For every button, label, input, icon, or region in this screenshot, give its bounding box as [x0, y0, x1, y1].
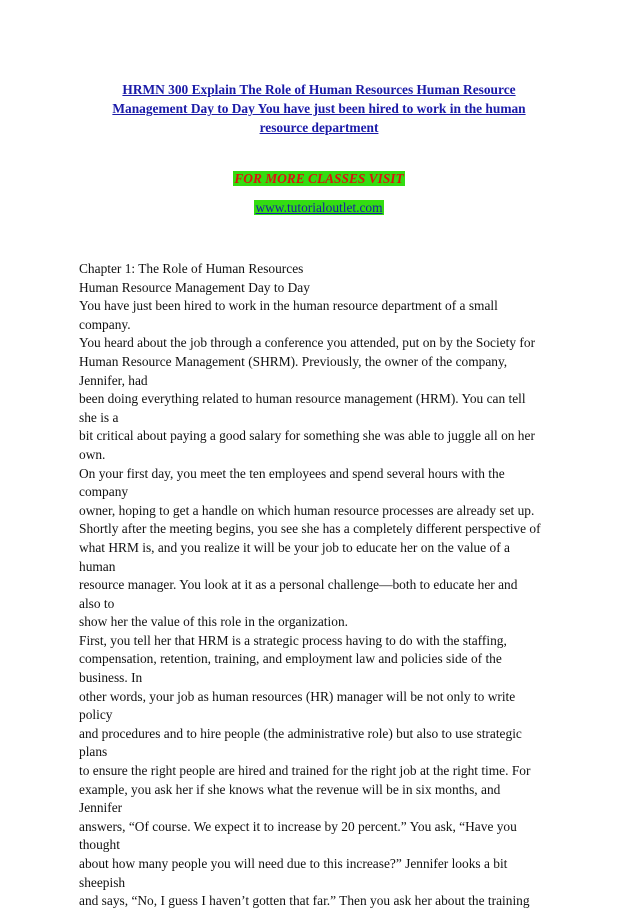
body-line: owner, hoping to get a handle on which human resource processes are already set up. [79, 502, 535, 518]
body-line: resource manager. You look at it as a personal challenge—both to educate her and [79, 577, 518, 593]
body-line: policy [79, 707, 113, 723]
promo-text: FOR MORE CLASSES VISIT [234, 171, 404, 186]
body-line: other words, your job as human resources (HR) manager will be not only to write [79, 688, 516, 704]
body-line: You heard about the job through a conference you attended, put on by the Society for [79, 335, 536, 351]
body-line: You have just been hired to work in the human resource department of a small [79, 298, 498, 314]
body-text [79, 260, 579, 911]
promo-url-row [0, 199, 638, 216]
body-line: answers, “Of course. We expect it to increase by 20 percent.” You ask, “Have you [79, 818, 517, 834]
body-line: what HRM is, and you realize it will be your job to educate her on the value of a [79, 539, 510, 555]
body-line: Human Resource Management Day to Day [79, 279, 310, 295]
body-line: to ensure the right people are hired and trained for the right job at the right time. For [79, 763, 531, 779]
promo-text-row [0, 170, 638, 187]
body-line: also to [79, 595, 115, 611]
body-line: and procedures and to hire people (the administrative role) but also to use strategic [79, 725, 522, 741]
title-line-1: HRMN 300 Explain The Role of Human Resources Human Resource [122, 82, 516, 97]
body-line: been doing everything related to human resource management (HRM). You can tell [79, 391, 526, 407]
promo-url-link[interactable]: www.tutorialoutlet.com [255, 200, 383, 215]
body-line: business. In [79, 670, 143, 686]
body-line: human [79, 558, 116, 574]
body-line: she is a [79, 409, 119, 425]
body-line: thought [79, 837, 120, 853]
promo-block [0, 170, 638, 216]
body-line: example, you ask her if she knows what the revenue will be in six months, and [79, 781, 501, 797]
body-line: company [79, 484, 129, 500]
title-line-2: Management Day to Day You have just been hired to work in the human [112, 101, 526, 116]
body-line: compensation, retention, training, and employment law and policies side of the [79, 651, 502, 667]
body-line: First, you tell her that HRM is a strategic process having to do with the staffing, [79, 632, 507, 648]
body-line: plans [79, 744, 108, 760]
body-line: and says, “No, I guess I haven’t gotten that far.” Then you ask her about the training [79, 893, 530, 909]
body-line: about how many people you will need due to this increase?” Jennifer looks a bit [79, 856, 508, 871]
body-line: company. [79, 316, 131, 332]
body-line: On your first day, you meet the ten employees and spend several hours with the [79, 465, 505, 481]
body-line: Chapter 1: The Role of Human Resources [79, 261, 304, 276]
title-line-3: resource department [259, 120, 379, 135]
document-title [80, 80, 558, 137]
body-line: Jennifer [79, 800, 123, 816]
body-line: bit critical about paying a good salary for something she was able to juggle all on her [79, 428, 535, 444]
body-line: show her the value of this role in the organization. [79, 614, 348, 630]
body-line: Shortly after the meeting begins, you see she has a completely different perspective of [79, 521, 541, 537]
body-line: Human Resource Management (SHRM). Previously, the owner of the company, [79, 353, 508, 369]
body-line: Jennifer, had [79, 372, 148, 388]
body-line: sheepish [79, 874, 126, 890]
body-line: own. [79, 446, 106, 462]
